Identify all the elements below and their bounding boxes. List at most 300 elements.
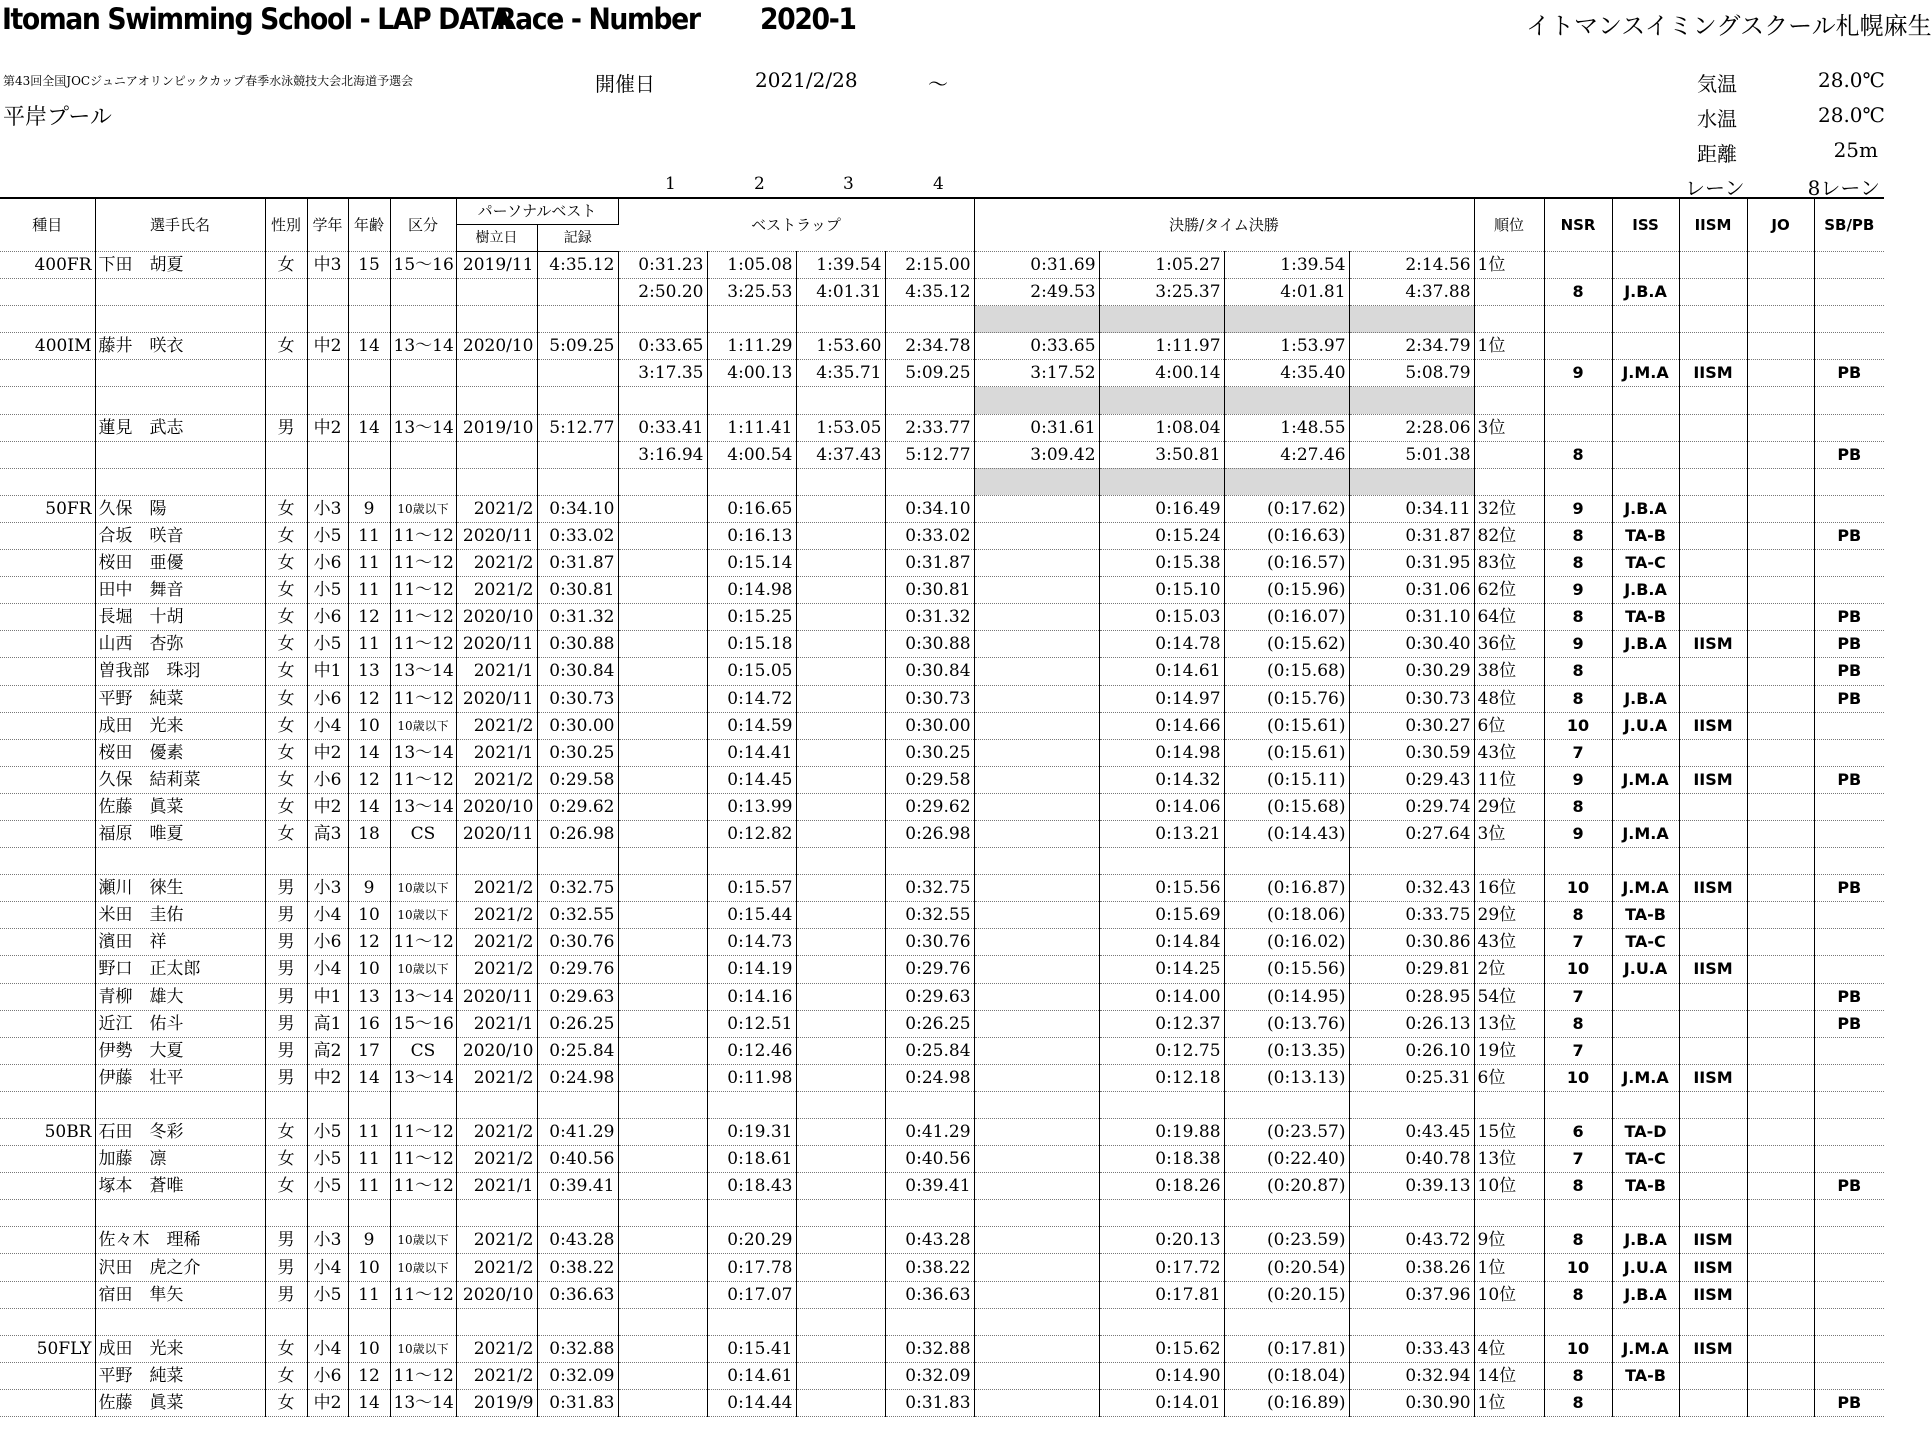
- empty-cell: [456, 1308, 537, 1335]
- best-lap-1: [618, 1037, 707, 1064]
- nsr-cell: 9: [1544, 360, 1612, 387]
- empty-cell: [1747, 1200, 1814, 1227]
- final-split-2: 4:00.14: [1099, 360, 1224, 387]
- lap-number-1: 1: [665, 174, 676, 194]
- rank-cell: 38位: [1474, 658, 1544, 685]
- jo-cell: [1747, 1010, 1814, 1037]
- table-row: [0, 1281, 1884, 1308]
- iss-cell: TA-C: [1612, 929, 1679, 956]
- sex-cell: [265, 441, 307, 468]
- jo-cell: [1747, 577, 1814, 604]
- final-split-4: 0:30.40: [1349, 631, 1474, 658]
- empty-cell: [1474, 1091, 1544, 1118]
- swimmer-name: 久保 陽: [95, 495, 265, 522]
- best-lap-3: [796, 550, 885, 577]
- best-lap-3: [796, 1119, 885, 1146]
- empty-cell: [1747, 1091, 1814, 1118]
- final-split-4: 5:08.79: [1349, 360, 1474, 387]
- final-split-1: 0:31.61: [974, 414, 1099, 441]
- pb-date-cell: 2021/2: [456, 712, 537, 739]
- empty-cell: [796, 1308, 885, 1335]
- best-lap-3: [796, 902, 885, 929]
- event-cell: 400FR: [0, 252, 95, 279]
- best-lap-3: [796, 1281, 885, 1308]
- final-split-3: (0:20.54): [1224, 1254, 1349, 1281]
- iism-cell: [1679, 550, 1747, 577]
- best-lap-2: 0:14.45: [707, 766, 796, 793]
- age-cell: [348, 441, 390, 468]
- empty-cell: [1544, 306, 1612, 333]
- empty-cell: [95, 306, 265, 333]
- header-name: 選手氏名: [95, 198, 265, 252]
- table-row: [0, 631, 1884, 658]
- best-lap-1: [618, 1389, 707, 1416]
- rank-cell: 43位: [1474, 739, 1544, 766]
- swimmer-name: 山西 杏弥: [95, 631, 265, 658]
- event-cell: [0, 712, 95, 739]
- empty-cell: [348, 1091, 390, 1118]
- final-split-4: 2:14.56: [1349, 252, 1474, 279]
- empty-cell: [1349, 387, 1474, 414]
- sex-cell: 男: [265, 1281, 307, 1308]
- final-split-3: (0:15.62): [1224, 631, 1349, 658]
- sbpb-cell: [1814, 1281, 1884, 1308]
- class-cell: 15～16: [390, 252, 456, 279]
- best-lap-1: [618, 1010, 707, 1037]
- empty-cell: [1099, 468, 1224, 495]
- age-cell: 9: [348, 495, 390, 522]
- iss-cell: J.M.A: [1612, 1335, 1679, 1362]
- best-lap-4: 0:30.73: [885, 685, 974, 712]
- best-lap-1: [618, 1335, 707, 1362]
- empty-cell: [1679, 387, 1747, 414]
- sbpb-cell: [1814, 820, 1884, 847]
- table-row: [0, 1308, 1884, 1335]
- rank-cell: 16位: [1474, 875, 1544, 902]
- empty-cell: [974, 468, 1099, 495]
- final-split-1: [974, 1362, 1099, 1389]
- header-best-lap: ベストラップ: [618, 198, 974, 252]
- sbpb-cell: [1814, 1227, 1884, 1254]
- rank-cell: 15位: [1474, 1119, 1544, 1146]
- sex-cell: 女: [265, 658, 307, 685]
- best-lap-4: 0:40.56: [885, 1146, 974, 1173]
- final-split-4: 0:27.64: [1349, 820, 1474, 847]
- swimmer-name: 藤井 咲衣: [95, 333, 265, 360]
- iism-cell: [1679, 577, 1747, 604]
- empty-cell: [537, 468, 618, 495]
- empty-cell: [885, 387, 974, 414]
- sbpb-cell: [1814, 956, 1884, 983]
- best-lap-1: 0:33.41: [618, 414, 707, 441]
- pb-record-cell: 0:29.62: [537, 793, 618, 820]
- rank-cell: 82位: [1474, 522, 1544, 549]
- empty-cell: [0, 387, 95, 414]
- age-cell: 11: [348, 522, 390, 549]
- empty-cell: [1224, 848, 1349, 875]
- best-lap-4: 2:34.78: [885, 333, 974, 360]
- pb-date-cell: 2021/2: [456, 1119, 537, 1146]
- iism-cell: IISM: [1679, 875, 1747, 902]
- grade-cell: 高2: [307, 1037, 348, 1064]
- iss-cell: TA-C: [1612, 550, 1679, 577]
- event-cell: [0, 739, 95, 766]
- header-class: 区分: [390, 198, 456, 252]
- final-split-2: 0:18.26: [1099, 1173, 1224, 1200]
- final-split-4: 0:31.87: [1349, 522, 1474, 549]
- class-cell: 11～12: [390, 631, 456, 658]
- header-age: 年齢: [348, 198, 390, 252]
- pb-date-cell: 2021/2: [456, 875, 537, 902]
- sheet-title: Itoman Swimming School - LAP DATA: [2, 2, 511, 36]
- pb-date-cell: 2021/2: [456, 1064, 537, 1091]
- empty-cell: [348, 306, 390, 333]
- best-lap-4: 2:33.77: [885, 414, 974, 441]
- age-cell: 10: [348, 1254, 390, 1281]
- final-split-4: 0:29.74: [1349, 793, 1474, 820]
- final-split-4: 0:26.10: [1349, 1037, 1474, 1064]
- iss-cell: [1612, 441, 1679, 468]
- iism-cell: IISM: [1679, 1254, 1747, 1281]
- best-lap-3: [796, 658, 885, 685]
- sex-cell: 女: [265, 1173, 307, 1200]
- empty-cell: [456, 387, 537, 414]
- rank-cell: 6位: [1474, 712, 1544, 739]
- grade-cell: 小6: [307, 685, 348, 712]
- nsr-cell: 8: [1544, 1389, 1612, 1416]
- nsr-cell: 7: [1544, 983, 1612, 1010]
- final-split-3: (0:18.04): [1224, 1362, 1349, 1389]
- empty-cell: [1814, 1091, 1884, 1118]
- rank-cell: 13位: [1474, 1146, 1544, 1173]
- empty-cell: [1679, 1091, 1747, 1118]
- final-split-2: 0:14.66: [1099, 712, 1224, 739]
- empty-cell: [1224, 1308, 1349, 1335]
- iism-cell: [1679, 902, 1747, 929]
- best-lap-1: [618, 956, 707, 983]
- best-lap-1: [618, 550, 707, 577]
- class-cell: CS: [390, 820, 456, 847]
- final-split-3: (0:17.62): [1224, 495, 1349, 522]
- age-cell: 9: [348, 875, 390, 902]
- empty-cell: [265, 848, 307, 875]
- empty-cell: [307, 848, 348, 875]
- best-lap-4: 0:32.88: [885, 1335, 974, 1362]
- class-cell: 13～14: [390, 983, 456, 1010]
- club-name: イトマンスイミングスクール札幌麻生: [1526, 12, 1932, 40]
- empty-cell: [1224, 468, 1349, 495]
- header-event: 種目: [0, 198, 95, 252]
- best-lap-2: 0:16.13: [707, 522, 796, 549]
- pb-date-cell: 2020/10: [456, 1281, 537, 1308]
- pb-date-cell: 2021/2: [456, 1335, 537, 1362]
- empty-cell: [707, 1091, 796, 1118]
- empty-cell: [1224, 1091, 1349, 1118]
- best-lap-4: 0:30.81: [885, 577, 974, 604]
- class-cell: 13～14: [390, 414, 456, 441]
- event-cell: [0, 1362, 95, 1389]
- best-lap-2: 0:11.98: [707, 1064, 796, 1091]
- best-lap-4: 2:15.00: [885, 252, 974, 279]
- best-lap-2: 0:14.41: [707, 739, 796, 766]
- rank-cell: 32位: [1474, 495, 1544, 522]
- nsr-cell: 8: [1544, 279, 1612, 306]
- lap-data-table: [0, 198, 1884, 1417]
- table-row: [0, 712, 1884, 739]
- empty-cell: [1349, 468, 1474, 495]
- iism-cell: [1679, 333, 1747, 360]
- empty-cell: [974, 1200, 1099, 1227]
- nsr-cell: [1544, 414, 1612, 441]
- empty-cell: [307, 1308, 348, 1335]
- best-lap-2: 0:14.59: [707, 712, 796, 739]
- rank-cell: 19位: [1474, 1037, 1544, 1064]
- nsr-cell: 8: [1544, 550, 1612, 577]
- empty-cell: [1474, 306, 1544, 333]
- iism-cell: [1679, 983, 1747, 1010]
- best-lap-4: 0:29.76: [885, 956, 974, 983]
- event-cell: [0, 793, 95, 820]
- grade-cell: [307, 441, 348, 468]
- empty-cell: [1544, 387, 1612, 414]
- empty-cell: [1814, 387, 1884, 414]
- jo-cell: [1747, 875, 1814, 902]
- best-lap-2: 0:18.43: [707, 1173, 796, 1200]
- empty-cell: [390, 468, 456, 495]
- final-split-2: 0:14.90: [1099, 1362, 1224, 1389]
- pb-record-cell: 0:30.25: [537, 739, 618, 766]
- sex-cell: 男: [265, 1064, 307, 1091]
- pb-date-cell: [456, 279, 537, 306]
- pb-date-cell: 2021/2: [456, 1227, 537, 1254]
- sex-cell: 女: [265, 712, 307, 739]
- empty-cell: [618, 1308, 707, 1335]
- empty-cell: [618, 306, 707, 333]
- empty-cell: [0, 1308, 95, 1335]
- final-split-1: [974, 577, 1099, 604]
- best-lap-1: [618, 658, 707, 685]
- iss-cell: TA-C: [1612, 1146, 1679, 1173]
- sex-cell: 男: [265, 956, 307, 983]
- final-split-1: 2:49.53: [974, 279, 1099, 306]
- empty-cell: [796, 306, 885, 333]
- final-split-3: (0:20.87): [1224, 1173, 1349, 1200]
- pb-record-cell: 0:32.09: [537, 1362, 618, 1389]
- best-lap-1: [618, 604, 707, 631]
- jo-cell: [1747, 1281, 1814, 1308]
- header-iism: IISM: [1679, 198, 1747, 252]
- best-lap-1: [618, 739, 707, 766]
- pb-record-cell: 0:31.32: [537, 604, 618, 631]
- lane-label: レーン: [1685, 176, 1745, 200]
- grade-cell: 中2: [307, 739, 348, 766]
- final-split-3: 4:35.40: [1224, 360, 1349, 387]
- nsr-cell: 9: [1544, 495, 1612, 522]
- best-lap-2: 0:15.25: [707, 604, 796, 631]
- table-row: [0, 739, 1884, 766]
- sex-cell: 女: [265, 1335, 307, 1362]
- jo-cell: [1747, 1119, 1814, 1146]
- age-cell: 14: [348, 333, 390, 360]
- iism-cell: IISM: [1679, 766, 1747, 793]
- swimmer-name: 佐藤 眞菜: [95, 793, 265, 820]
- best-lap-1: [618, 1254, 707, 1281]
- swimmer-name: [95, 441, 265, 468]
- iism-cell: [1679, 1389, 1747, 1416]
- final-split-3: (0:23.57): [1224, 1119, 1349, 1146]
- final-split-1: [974, 685, 1099, 712]
- sbpb-cell: PB: [1814, 441, 1884, 468]
- event-cell: [0, 1064, 95, 1091]
- empty-cell: [618, 387, 707, 414]
- best-lap-4: 0:25.84: [885, 1037, 974, 1064]
- pb-date-cell: 2021/2: [456, 1146, 537, 1173]
- jo-cell: [1747, 766, 1814, 793]
- iss-cell: J.B.A: [1612, 1281, 1679, 1308]
- event-cell: 50FLY: [0, 1335, 95, 1362]
- final-split-2: 0:20.13: [1099, 1227, 1224, 1254]
- class-cell: 10歳以下: [390, 956, 456, 983]
- rank-cell: 83位: [1474, 550, 1544, 577]
- event-cell: 50BR: [0, 1119, 95, 1146]
- nsr-cell: 10: [1544, 712, 1612, 739]
- empty-cell: [1474, 387, 1544, 414]
- final-split-2: 0:14.78: [1099, 631, 1224, 658]
- empty-cell: [974, 1091, 1099, 1118]
- best-lap-2: 0:14.72: [707, 685, 796, 712]
- sex-cell: [265, 360, 307, 387]
- empty-cell: [537, 848, 618, 875]
- final-split-2: 0:14.97: [1099, 685, 1224, 712]
- header-sex: 性別: [265, 198, 307, 252]
- final-split-3: (0:22.40): [1224, 1146, 1349, 1173]
- grade-cell: 中2: [307, 333, 348, 360]
- final-split-2: 0:14.06: [1099, 793, 1224, 820]
- best-lap-3: [796, 1389, 885, 1416]
- pb-record-cell: 0:40.56: [537, 1146, 618, 1173]
- rank-cell: 1位: [1474, 1254, 1544, 1281]
- nsr-cell: 7: [1544, 739, 1612, 766]
- sex-cell: 女: [265, 550, 307, 577]
- table-row: [0, 577, 1884, 604]
- final-split-3: (0:23.59): [1224, 1227, 1349, 1254]
- empty-cell: [390, 387, 456, 414]
- best-lap-4: 0:31.87: [885, 550, 974, 577]
- age-cell: [348, 279, 390, 306]
- event-cell: [0, 820, 95, 847]
- sbpb-cell: PB: [1814, 360, 1884, 387]
- final-split-4: 0:30.59: [1349, 739, 1474, 766]
- age-cell: 11: [348, 631, 390, 658]
- best-lap-4: 0:39.41: [885, 1173, 974, 1200]
- event-cell: [0, 604, 95, 631]
- best-lap-1: 3:17.35: [618, 360, 707, 387]
- best-lap-4: 0:36.63: [885, 1281, 974, 1308]
- final-split-2: 3:50.81: [1099, 441, 1224, 468]
- nsr-cell: 8: [1544, 902, 1612, 929]
- sbpb-cell: PB: [1814, 1010, 1884, 1037]
- empty-cell: [1679, 306, 1747, 333]
- jo-cell: [1747, 1389, 1814, 1416]
- swimmer-name: 平野 純菜: [95, 685, 265, 712]
- grade-cell: 小6: [307, 766, 348, 793]
- best-lap-4: 0:30.25: [885, 739, 974, 766]
- final-split-1: [974, 739, 1099, 766]
- empty-cell: [1349, 1200, 1474, 1227]
- class-cell: 15～16: [390, 1010, 456, 1037]
- class-cell: 10歳以下: [390, 1254, 456, 1281]
- best-lap-1: 2:50.20: [618, 279, 707, 306]
- empty-cell: [456, 468, 537, 495]
- water-temp-label: 水温: [1697, 107, 1737, 131]
- empty-cell: [265, 468, 307, 495]
- nsr-cell: 10: [1544, 956, 1612, 983]
- final-split-1: [974, 766, 1099, 793]
- empty-cell: [1474, 1200, 1544, 1227]
- final-split-2: 0:14.25: [1099, 956, 1224, 983]
- iss-cell: [1612, 252, 1679, 279]
- iss-cell: [1612, 739, 1679, 766]
- pb-record-cell: 0:38.22: [537, 1254, 618, 1281]
- grade-cell: 小3: [307, 1227, 348, 1254]
- jo-cell: [1747, 1064, 1814, 1091]
- table-row: [0, 685, 1884, 712]
- grade-cell: 小4: [307, 1335, 348, 1362]
- rank-cell: 3位: [1474, 414, 1544, 441]
- table-row: [0, 848, 1884, 875]
- rank-cell: 43位: [1474, 929, 1544, 956]
- nsr-cell: 10: [1544, 1064, 1612, 1091]
- jo-cell: [1747, 414, 1814, 441]
- best-lap-1: [618, 1173, 707, 1200]
- sbpb-cell: [1814, 279, 1884, 306]
- iism-cell: [1679, 604, 1747, 631]
- class-cell: 11～12: [390, 1362, 456, 1389]
- nsr-cell: 10: [1544, 1335, 1612, 1362]
- final-split-3: (0:16.07): [1224, 604, 1349, 631]
- sex-cell: 男: [265, 414, 307, 441]
- best-lap-1: 0:33.65: [618, 333, 707, 360]
- best-lap-1: [618, 793, 707, 820]
- sbpb-cell: PB: [1814, 983, 1884, 1010]
- final-split-4: 0:43.72: [1349, 1227, 1474, 1254]
- event-cell: [0, 956, 95, 983]
- grade-cell: 小5: [307, 577, 348, 604]
- swimmer-name: 瀬川 徠生: [95, 875, 265, 902]
- final-split-3: (0:15.61): [1224, 739, 1349, 766]
- iss-cell: J.U.A: [1612, 712, 1679, 739]
- pb-record-cell: 0:32.75: [537, 875, 618, 902]
- age-cell: 11: [348, 1281, 390, 1308]
- final-split-2: 0:15.62: [1099, 1335, 1224, 1362]
- empty-cell: [1099, 387, 1224, 414]
- empty-cell: [265, 306, 307, 333]
- swimmer-name: 平野 純菜: [95, 1362, 265, 1389]
- grade-cell: 小4: [307, 902, 348, 929]
- iss-cell: J.M.A: [1612, 766, 1679, 793]
- empty-cell: [95, 1091, 265, 1118]
- best-lap-3: [796, 875, 885, 902]
- sex-cell: 男: [265, 983, 307, 1010]
- table-row: [0, 1227, 1884, 1254]
- best-lap-4: 0:30.00: [885, 712, 974, 739]
- swimmer-name: 加藤 凛: [95, 1146, 265, 1173]
- class-cell: 11～12: [390, 550, 456, 577]
- swimmer-name: 佐々木 理稀: [95, 1227, 265, 1254]
- sbpb-cell: [1814, 1037, 1884, 1064]
- swimmer-name: 佐藤 眞菜: [95, 1389, 265, 1416]
- pb-record-cell: 0:32.55: [537, 902, 618, 929]
